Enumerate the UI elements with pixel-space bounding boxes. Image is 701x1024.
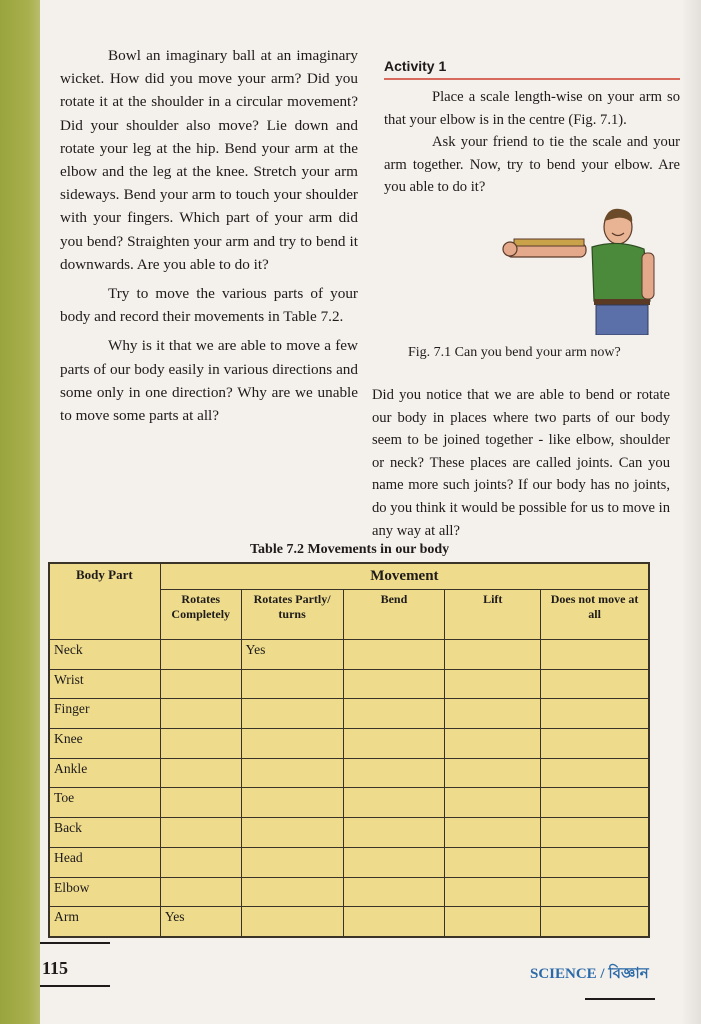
movement-cell bbox=[343, 640, 445, 670]
movement-cell bbox=[160, 699, 241, 729]
movement-cell bbox=[343, 877, 445, 907]
paragraph-why-move: Why is it that we are able to move a few parts of our body easily in various directions and some only in one direction? Why are we unable to move some parts at all? bbox=[60, 337, 358, 425]
movement-cell bbox=[343, 847, 445, 877]
table-row bbox=[50, 640, 649, 670]
movement-cell bbox=[541, 788, 649, 818]
header-body-part: Body Part bbox=[50, 564, 161, 640]
table-row bbox=[50, 907, 649, 937]
footer-rule-top bbox=[40, 942, 110, 944]
movement-cell bbox=[241, 758, 343, 788]
movement-cell bbox=[541, 907, 649, 937]
table-row bbox=[50, 729, 649, 759]
movement-cell bbox=[343, 758, 445, 788]
movement-cell bbox=[160, 640, 241, 670]
movement-cell bbox=[541, 758, 649, 788]
movement-cell bbox=[241, 877, 343, 907]
table-row bbox=[50, 699, 649, 729]
subject-label: SCIENCE / বিজ্ঞান bbox=[530, 966, 649, 982]
movement-cell bbox=[445, 669, 541, 699]
table-body bbox=[50, 640, 649, 937]
movement-cell bbox=[541, 877, 649, 907]
movement-cell bbox=[160, 729, 241, 759]
table-row bbox=[50, 818, 649, 848]
movement-cell bbox=[160, 669, 241, 699]
header-movement: Movement bbox=[160, 564, 648, 590]
movement-cell bbox=[241, 847, 343, 877]
movement-cell bbox=[241, 818, 343, 848]
movement-cell bbox=[343, 907, 445, 937]
movements-table-container bbox=[48, 562, 650, 938]
body-part-cell: Knee bbox=[50, 729, 161, 759]
movement-cell bbox=[160, 818, 241, 848]
right-text-column bbox=[372, 384, 670, 542]
body-part-cell: Arm bbox=[50, 907, 161, 937]
movement-cell bbox=[160, 877, 241, 907]
table-row bbox=[50, 669, 649, 699]
paragraph-record-movements: Try to move the various parts of your body and record their movements in Table 7.2. bbox=[60, 285, 358, 326]
figure-caption: Fig. 7.1 Can you bend your arm now? bbox=[408, 345, 621, 360]
table-row bbox=[50, 788, 649, 818]
movement-cell bbox=[445, 788, 541, 818]
header-movement-col: Does not move at all bbox=[541, 590, 649, 640]
activity-heading: Activity 1 bbox=[384, 58, 680, 80]
movement-cell bbox=[445, 640, 541, 670]
movement-cell bbox=[160, 758, 241, 788]
movement-cell bbox=[160, 788, 241, 818]
body-part-cell: Wrist bbox=[50, 669, 161, 699]
paragraph-joints: Did you notice that we are able to bend or rotate our body in places where two parts of our body seem to be joined together - like elbow, shoulder or neck? These places are called joints. Can you name more such joints? If our body has no joints, do you think it would be possible for us to move in any way at all? bbox=[372, 387, 670, 539]
movement-cell bbox=[241, 669, 343, 699]
movement-cell bbox=[343, 818, 445, 848]
movement-cell bbox=[241, 788, 343, 818]
footer-rule-bottom bbox=[40, 985, 110, 987]
movement-cell bbox=[160, 847, 241, 877]
movement-cell bbox=[541, 847, 649, 877]
movement-cell bbox=[445, 758, 541, 788]
activity-paragraph-tie: Ask your friend to tie the scale and your arm together. Now, try to bend your elbow. Are you able to do it? bbox=[384, 134, 680, 196]
book-spine-margin bbox=[0, 0, 40, 1024]
page-number: 115 bbox=[42, 958, 69, 978]
movement-cell bbox=[241, 699, 343, 729]
subject-rule bbox=[585, 998, 655, 1000]
header-movement-col: Rotates Partly/ turns bbox=[241, 590, 343, 640]
table-row bbox=[50, 877, 649, 907]
activity-text bbox=[384, 86, 680, 199]
body-part-cell: Toe bbox=[50, 788, 161, 818]
body-part-cell: Ankle bbox=[50, 758, 161, 788]
page-edge-shadow bbox=[681, 0, 701, 1024]
movement-cell bbox=[241, 729, 343, 759]
table-title: Table 7.2 Movements in our body bbox=[250, 542, 450, 557]
movement-cell bbox=[343, 729, 445, 759]
movement-cell bbox=[343, 699, 445, 729]
movement-cell bbox=[445, 818, 541, 848]
left-text-column bbox=[60, 44, 358, 427]
body-part-cell: Back bbox=[50, 818, 161, 848]
movement-cell bbox=[541, 699, 649, 729]
movement-cell bbox=[445, 729, 541, 759]
table-row bbox=[50, 847, 649, 877]
body-part-cell: Neck bbox=[50, 640, 161, 670]
movement-cell bbox=[445, 847, 541, 877]
movement-cell bbox=[445, 877, 541, 907]
movement-cell bbox=[343, 788, 445, 818]
header-movement-col: Rotates Completely bbox=[160, 590, 241, 640]
boy-bending-arm-illustration bbox=[500, 205, 660, 335]
movement-cell: Yes bbox=[160, 907, 241, 937]
body-part-cell: Elbow bbox=[50, 877, 161, 907]
movement-cell bbox=[541, 729, 649, 759]
movement-cell bbox=[541, 640, 649, 670]
activity-box bbox=[384, 58, 680, 199]
movement-cell bbox=[241, 907, 343, 937]
movement-cell bbox=[445, 699, 541, 729]
table-row bbox=[50, 758, 649, 788]
movement-cell bbox=[541, 818, 649, 848]
movement-cell bbox=[343, 669, 445, 699]
header-movement-col: Bend bbox=[343, 590, 445, 640]
body-part-cell: Finger bbox=[50, 699, 161, 729]
movement-cell: Yes bbox=[241, 640, 343, 670]
header-movement-col: Lift bbox=[445, 590, 541, 640]
movements-table bbox=[49, 563, 649, 937]
activity-paragraph-scale: Place a scale length-wise on your arm so that your elbow is in the centre (Fig. 7.1). bbox=[384, 89, 680, 128]
movement-cell bbox=[541, 669, 649, 699]
movement-cell bbox=[445, 907, 541, 937]
body-part-cell: Head bbox=[50, 847, 161, 877]
paragraph-bowl-ball: Bowl an imaginary ball at an imaginary wicket. How did you move your arm? Did you rotate it at the shoulder in a circular movement? Did your shoulder also move? Lie down and rotate your leg at the hip. Bend your arm at the elbow and the leg at the knee. Stretch your arm sideways. Bend your arm to touch your shoulder with your fingers. Which part of your arm did you bend? Straighten your arm and try to bend it downwards. Are you able to do it? bbox=[60, 47, 358, 273]
